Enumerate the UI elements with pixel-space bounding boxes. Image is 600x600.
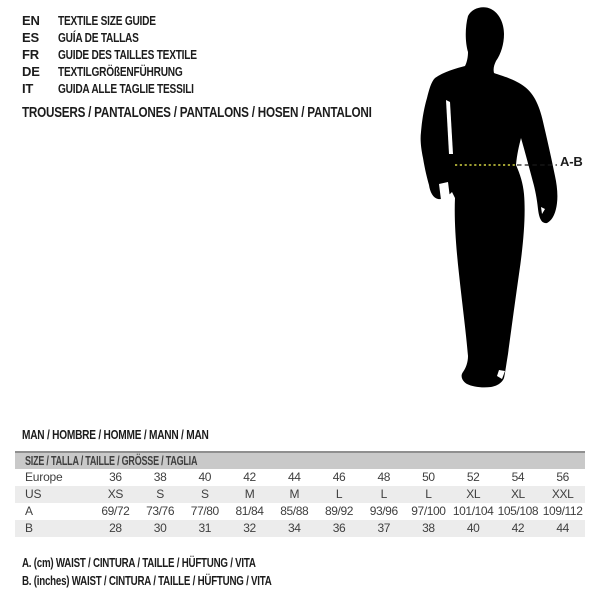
table-cell: 40 — [198, 470, 212, 484]
language-label — [58, 46, 236, 63]
measurement-note-b — [22, 572, 342, 590]
language-label-text: GUÍA DE TALLAS — [58, 30, 139, 45]
language-label — [58, 29, 161, 46]
figure — [405, 2, 600, 402]
language-code: EN — [22, 13, 40, 28]
table-cell: 38 — [422, 521, 435, 535]
table-cell: 42 — [243, 470, 256, 484]
table-cell: 89/92 — [324, 504, 353, 518]
table-cell: XXL — [551, 487, 574, 501]
table-cell: XL — [466, 487, 481, 501]
table-cell: 69/72 — [101, 504, 130, 518]
table-cell: 101/104 — [452, 504, 494, 518]
table-row-europe — [15, 469, 585, 486]
table-cell: 93/96 — [369, 504, 398, 518]
table-cell: L — [335, 487, 343, 501]
table-cell: 81/84 — [235, 504, 264, 518]
language-label-text: TEXTILGRÖßENFÜHRUNG — [58, 64, 183, 79]
table-cell: 34 — [287, 521, 301, 535]
table-cell: 48 — [377, 470, 390, 484]
table-cell: 46 — [332, 470, 346, 484]
language-label — [58, 80, 232, 97]
measure-label-ab: A-B — [560, 154, 583, 169]
table-cell: 77/80 — [190, 504, 219, 518]
language-code: DE — [22, 64, 40, 79]
measurement-notes — [22, 554, 342, 590]
table-cell: 38 — [153, 470, 167, 484]
table-cell: XS — [107, 487, 123, 501]
table-cell: 37 — [377, 521, 390, 535]
row-label: US — [25, 487, 42, 501]
language-code: ES — [22, 30, 39, 45]
gender-title — [22, 427, 261, 442]
table-row-a — [15, 503, 585, 520]
category-title-text: TROUSERS / PANTALONES / PANTALONS / HOSEN / PANTALONI — [22, 104, 372, 121]
row-label: A — [25, 504, 33, 518]
table-cell: 36 — [332, 521, 346, 535]
size-table-header-text: SIZE / TALLA / TAILLE / GRÖSSE / TAGLIA — [25, 454, 198, 468]
table-cell: M — [244, 487, 255, 501]
table-cell: 40 — [466, 521, 480, 535]
category-title — [22, 105, 470, 121]
size-table-header — [15, 453, 585, 469]
table-cell: S — [201, 487, 209, 501]
language-label — [58, 63, 218, 80]
measurement-note-text: B. (inches) WAIST / CINTURA / TAILLE / HÜFTUNG / VITA — [22, 574, 272, 588]
measurement-note-text: A. (cm) WAIST / CINTURA / TAILLE / HÜFTUNG / VITA — [22, 556, 256, 570]
table-cell: L — [425, 487, 432, 501]
table-cell: 54 — [511, 470, 525, 484]
table-cell: 97/100 — [411, 504, 446, 518]
table-cell: 28 — [109, 521, 122, 535]
table-cell: 52 — [466, 470, 480, 484]
gender-title-text: MAN / HOMBRE / HOMME / MANN / MAN — [22, 427, 209, 442]
table-cell: XL — [510, 487, 525, 501]
table-cell: 105/108 — [497, 504, 539, 518]
table-cell: 30 — [153, 521, 167, 535]
row-label: B — [25, 521, 33, 535]
size-table — [15, 451, 585, 537]
table-cell: 85/88 — [280, 504, 309, 518]
language-code: IT — [22, 81, 34, 96]
table-row-us — [15, 486, 585, 503]
size-table-body — [15, 469, 585, 537]
table-cell: 44 — [287, 470, 301, 484]
table-cell: 109/112 — [542, 504, 583, 518]
table-row-b — [15, 520, 585, 537]
table-cell: 56 — [556, 470, 569, 484]
language-label-text: GUIDA ALLE TAGLIE TESSILI — [58, 81, 194, 96]
table-cell: 32 — [243, 521, 256, 535]
table-cell: L — [380, 487, 387, 501]
language-code: FR — [22, 47, 39, 62]
table-cell: 42 — [511, 521, 525, 535]
row-label: Europe — [25, 470, 63, 484]
language-label-text: TEXTILE SIZE GUIDE — [58, 13, 156, 28]
table-cell: M — [289, 487, 300, 501]
measurement-note-a — [22, 554, 342, 572]
table-cell: 36 — [109, 470, 122, 484]
table-cell: 73/76 — [146, 504, 175, 518]
man-silhouette — [405, 2, 600, 402]
table-cell: 44 — [556, 521, 569, 535]
language-label-text: GUIDE DES TAILLES TEXTILE — [58, 47, 197, 62]
table-cell: 31 — [198, 521, 212, 535]
language-label — [58, 12, 183, 29]
table-cell: S — [156, 487, 164, 501]
table-cell: 50 — [422, 470, 435, 484]
